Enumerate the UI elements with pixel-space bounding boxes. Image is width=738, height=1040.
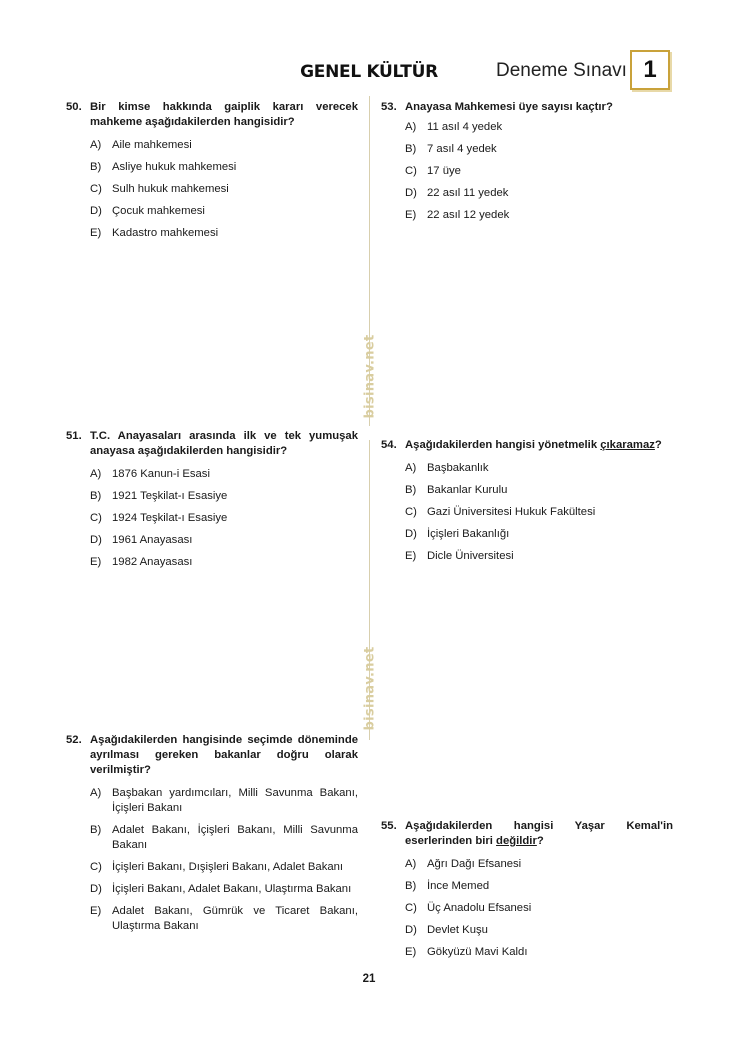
answer-option[interactable]: C) İçişleri Bakanı, Dışişleri Bakanı, Adalet Bakanı (90, 861, 344, 873)
question-text: T.C. Anayasaları arasında ilk ve tek yumuşak anayasa aşağıdakilerden hangisidir? (90, 430, 358, 457)
page-number: 21 (362, 973, 376, 985)
watermark: bisinav.net (362, 334, 378, 418)
question-number: 55. (381, 820, 397, 832)
question-50 (66, 100, 358, 248)
answer-option[interactable]: C) 1924 Teşkilat-ı Esasiye (90, 512, 228, 524)
exam-number-badge: 1 (630, 50, 670, 90)
answer-option[interactable]: E) 22 asıl 12 yedek (405, 209, 510, 221)
question-text: Anayasa Mahkemesi üye sayısı kaçtır? (405, 101, 613, 113)
answer-option[interactable]: B) 7 asıl 4 yedek (405, 143, 497, 155)
question-text: Bir kimse hakkında gaiplik kararı verecek mahkeme aşağıdakilerden hangisidir? (90, 101, 358, 128)
answer-option[interactable]: D) İçişleri Bakanı, Adalet Bakanı, Ulaştırma Bakanı (90, 883, 352, 895)
answer-option[interactable]: D) Çocuk mahkemesi (90, 205, 205, 217)
answer-option[interactable]: C) Sulh hukuk mahkemesi (90, 183, 229, 195)
answer-option[interactable]: A) 1876 Kanun-i Esasi (90, 468, 210, 480)
answer-option[interactable]: A) Aile mahkemesi (90, 139, 192, 151)
answer-option[interactable]: C) Gazi Üniversitesi Hukuk Fakültesi (405, 506, 596, 518)
answer-option[interactable]: A) Ağrı Dağı Efsanesi (405, 858, 522, 870)
question-number: 54. (381, 439, 397, 451)
question-number: 51. (66, 430, 82, 442)
question-emphasis: değildir (496, 835, 537, 847)
answer-option[interactable]: D) Devlet Kuşu (405, 924, 488, 936)
answer-option[interactable]: C) Üç Anadolu Efsanesi (405, 902, 532, 914)
answer-option[interactable]: D) İçişleri Bakanlığı (405, 528, 510, 540)
answer-option[interactable]: E) Dicle Üniversitesi (405, 550, 514, 562)
question-emphasis: çıkaramaz (600, 439, 655, 451)
section-title: GENEL KÜLTÜR (300, 62, 438, 82)
question-55 (381, 819, 673, 967)
question-51 (66, 429, 358, 577)
answer-option[interactable]: E) Gökyüzü Mavi Kaldı (405, 946, 528, 958)
answer-option[interactable]: E) 1982 Anayasası (90, 556, 193, 568)
answer-option[interactable]: A) Başbakanlık (405, 462, 489, 474)
question-text: Aşağıdakilerden hangisi yönetmelik çıkaramaz? (405, 439, 662, 451)
question-54 (381, 438, 673, 571)
answer-option[interactable]: D) 1961 Anayasası (90, 534, 193, 546)
exam-subtitle: Deneme Sınavı (496, 60, 627, 81)
question-text: Aşağıdakilerden hangisinde seçimde döneminde ayrılması gereken bakanlar doğru olarak verilmiştir? (90, 734, 358, 776)
answer-option[interactable]: D) 22 asıl 11 yedek (405, 187, 509, 199)
watermark: bisinav.net (362, 646, 378, 730)
answer-option[interactable]: C) 17 üye (405, 165, 461, 177)
answer-option[interactable]: A) Başbakan yardımcıları, Milli Savunma Bakanı, İçişleri Bakanı (90, 787, 358, 814)
answer-option[interactable]: E) Adalet Bakanı, Gümrük ve Ticaret Bakanı, Ulaştırma Bakanı (90, 905, 358, 932)
question-number: 50. (66, 101, 82, 113)
answer-option[interactable]: B) Asliye hukuk mahkemesi (90, 161, 237, 173)
answer-option[interactable]: B) Bakanlar Kurulu (405, 484, 508, 496)
answer-option[interactable]: E) Kadastro mahkemesi (90, 227, 219, 239)
question-number: 53. (381, 101, 397, 113)
answer-option[interactable]: B) İnce Memed (405, 880, 490, 892)
question-52 (66, 733, 358, 941)
question-number: 52. (66, 734, 82, 746)
answer-option[interactable]: B) 1921 Teşkilat-ı Esasiye (90, 490, 228, 502)
answer-option[interactable]: B) Adalet Bakanı, İçişleri Bakanı, Milli Savunma Bakanı (90, 824, 358, 851)
answer-option[interactable]: A) 11 asıl 4 yedek (405, 121, 503, 133)
question-53 (381, 100, 673, 230)
question-text: Aşağıdakilerden hangisi Yaşar Kemal'in eserlerinden biri değildir? (405, 820, 673, 847)
